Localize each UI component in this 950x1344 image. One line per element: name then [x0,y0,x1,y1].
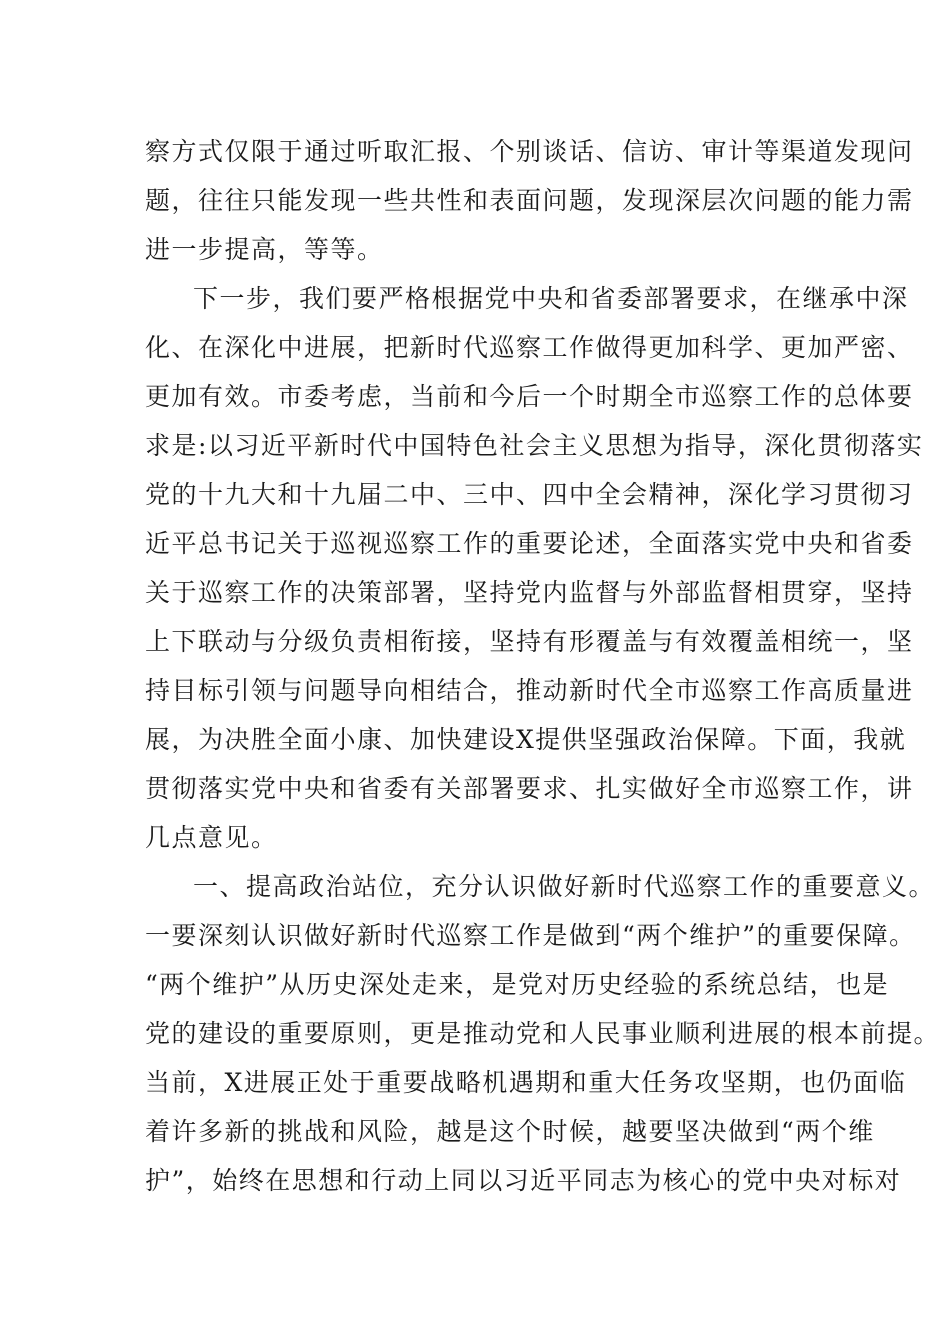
text-line: 党的十九大和十九届二中、三中、四中全会精神，深化学习贯彻习 [145,480,914,509]
paragraph-start-line: 下一步，我们要严格根据党中央和省委部署要求，在继承中深 [193,284,909,313]
text-line: 党的建设的重要原则，更是推动党和人民事业顺利进展的根本前提。 [145,1019,941,1048]
text-line: 化、在深化中进展，把新时代巡察工作做得更加科学、更加严密、 [145,333,914,362]
text-line: 贯彻落实党中央和省委有关部署要求、扎实做好全市巡察工作，讲 [145,774,914,803]
text-line: 着许多新的挑战和风险，越是这个时候，越要坚决做到“两个维 [145,1117,875,1146]
text-line: 进一步提高，等等。 [145,235,384,264]
text-line: 一要深刻认识做好新时代巡察工作是做到“两个维护”的重要保障。 [145,921,916,950]
text-line: 关于巡察工作的决策部署，坚持党内监督与外部监督相贯穿，坚持 [145,578,914,607]
text-line: 更加有效。市委考虑，当前和今后一个时期全市巡察工作的总体要 [145,382,914,411]
text-line: 当前，X进展正处于重要战略机遇期和重大任务攻坚期，也仍面临 [145,1068,907,1097]
text-line: 题，往往只能发现一些共性和表面问题，发现深层次问题的能力需 [145,186,914,215]
text-line: 展，为决胜全面小康、加快建设X提供坚强政治保障。下面，我就 [145,725,907,754]
text-line: 求是:以习近平新时代中国特色社会主义思想为指导，深化贯彻落实 [145,431,924,460]
text-line: 几点意见。 [145,823,278,852]
text-line: 护”，始终在思想和行动上同以习近平同志为核心的党中央对标对 [145,1166,902,1195]
section-heading-line: 一、提高政治站位，充分认识做好新时代巡察工作的重要意义。 [193,872,936,901]
text-line: 持目标引领与问题导向相结合，推动新时代全市巡察工作高质量进 [145,676,914,705]
text-line: 近平总书记关于巡视巡察工作的重要论述，全面落实党中央和省委 [145,529,914,558]
text-line: 上下联动与分级负责相衔接，坚持有形覆盖与有效覆盖相统一，坚 [145,627,914,656]
text-line: 察方式仅限于通过听取汇报、个别谈话、信访、审计等渠道发现问 [145,137,914,166]
text-line: “两个维护”从历史深处走来，是党对历史经验的系统总结，也是 [145,970,890,999]
